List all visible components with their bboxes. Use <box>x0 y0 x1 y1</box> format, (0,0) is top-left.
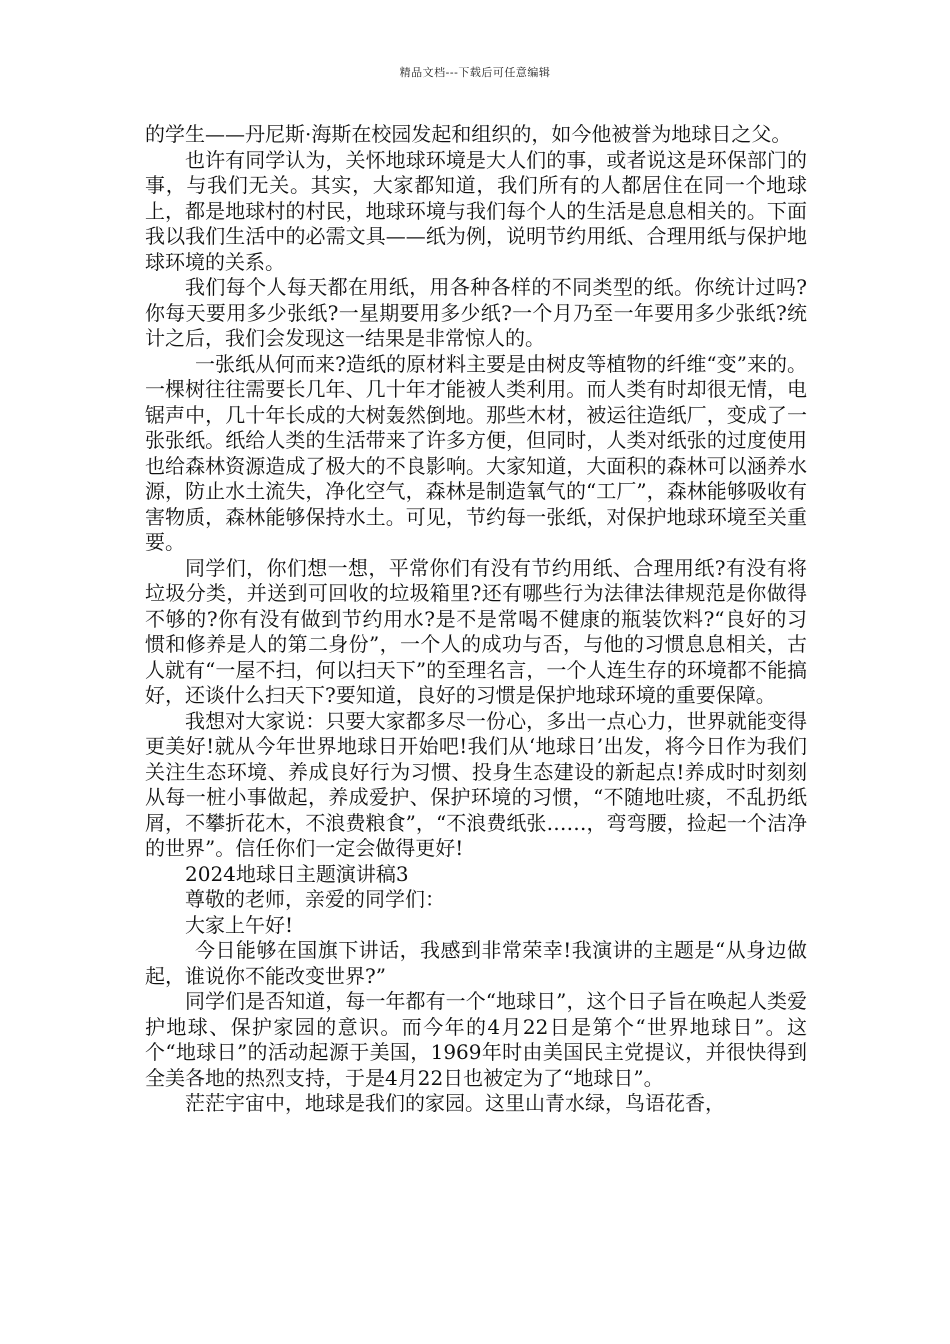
paragraph: 一张纸从何而来?造纸的原材料主要是由树皮等植物的纤维“变”来的。一棵树往往需要长几年、几十年才能被人类利用。而人类有时却很无情，电锯声中，几十年长成的大树轰然倒地。那些木材，被运往造纸厂，变成了一张张纸。纸给人类的生活带来了许多方便，但同时，人类对纸张的过度使用也给森林资源造成了极大的不良影响。大家知道，大面积的森林可以涵养水源，防止水土流失，净化空气，森林是制造氧气的“工厂”，森林能够吸收有害物质，森林能够保持水土。可见，节约每一张纸，对保护地球环境至关重要。 <box>145 351 807 554</box>
paragraph: 我们每个人每天都在用纸，用各种各样的不同类型的纸。你统计过吗?你每天要用多少张纸?一星期要用多少纸?一个月乃至一年要用多少张纸?统计之后，我们会发现这一结果是非常惊人的。 <box>145 275 807 350</box>
paragraph: 也许有同学认为，关怀地球环境是大人们的事，或者说这是环保部门的事，与我们无关。其实，大家都知道，我们所有的人都居住在同一个地球上，都是地球村的村民，地球环境与我们每个人的生活是息息相关的。下面我以我们生活中的必需文具——纸为例，说明节约用纸、合理用纸与保护地球环境的关系。 <box>145 147 807 274</box>
paragraph: 茫茫宇宙中，地球是我们的家园。这里山青水绿，鸟语花香， <box>185 1091 725 1115</box>
paragraph: 同学们是否知道，每一年都有一个“地球日”，这个日子旨在唤起人类爱护地球、保护家园的意识。而今年的4月22日是第个“世界地球日”。这个“地球日”的活动起源于美国，1969年时由美国民主党提议，并很快得到全美各地的热烈支持，于是4月22日也被定为了“地球日”。 <box>145 989 807 1090</box>
salutation: 尊敬的老师，亲爱的同学们： <box>185 887 445 911</box>
greeting: 大家上午好! <box>185 912 294 937</box>
paragraph: 我想对大家说：只要大家都多尽一份心，多出一点心力，世界就能变得更美好!就从今年世界地球日开始吧!我们从‘地球日’出发，将今日作为我们关注生态环境、养成良好行为习惯、投身生态建设的新起点!养成时时刻刻从每一桩小事做起，养成爱护、保护环境的习惯，“不随地吐痰，不乱扔纸屑，不攀折花木，不浪费粮食”，“不浪费纸张……，弯弯腰，捡起一个洁净的世界”。信任你们一定会做得更好! <box>145 708 807 860</box>
section-title: 2024地球日主题演讲稿3 <box>185 861 409 886</box>
paragraph-continuation: 的学生——丹尼斯·海斯在校园发起和组织的，如今他被誉为地球日之父。 <box>145 122 792 146</box>
page-header: 精品文档---下载后可任意编辑 <box>399 66 551 79</box>
document-body <box>145 122 807 1117</box>
paragraph: 同学们，你们想一想，平常你们有没有节约用纸、合理用纸?有没有将垃圾分类，并送到可回收的垃圾箱里?还有哪些行为法律法律规范是你做得不够的?你有没有做到节约用水?是不是常喝不健康的瓶装饮料?“良好的习惯和修养是人的第二身份”，一个人的成功与否，与他的习惯息息相关，古人就有“一屋不扫，何以扫天下”的至理名言，一个人连生存的环境都不能搞好，还谈什么扫天下?要知道，良好的习惯是保护地球环境的重要保障。 <box>145 555 807 707</box>
paragraph: 今日能够在国旗下讲话，我感到非常荣幸!我演讲的主题是“从身边做起，谁说你不能改变世界?” <box>145 938 807 988</box>
